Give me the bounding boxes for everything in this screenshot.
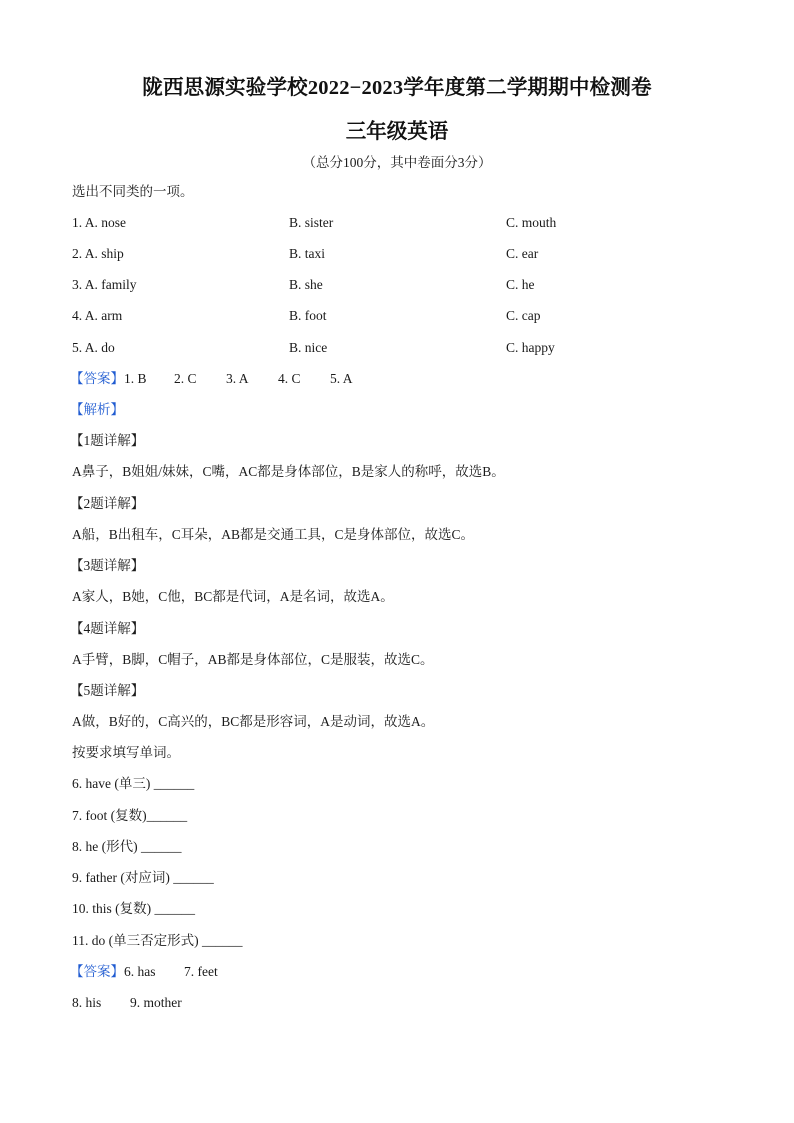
section2-instruction: 按要求填写单词。 <box>72 745 180 760</box>
detail-4-text: A手臂，B脚，C帽子，AB都是身体部位，C是服装，故选C。 <box>72 652 434 667</box>
answer-item: 1. B <box>124 371 147 386</box>
answer-tag: 【答案】 <box>70 964 124 979</box>
answer-item: 5. A <box>330 371 353 386</box>
q4-option-c: C. cap <box>506 308 541 323</box>
q5-option-a: 5. A. do <box>72 340 115 355</box>
q3-option-b: B. she <box>289 277 323 292</box>
q1-option-a: 1. A. nose <box>72 215 126 230</box>
detail-5-heading: 【5题详解】 <box>70 683 145 698</box>
fill-question-8: 8. he (形代) ______ <box>72 839 182 854</box>
detail-2-text: A船，B出租车，C耳朵，AB都是交通工具，C是身体部位，故选C。 <box>72 527 475 542</box>
detail-1-heading: 【1题详解】 <box>70 433 145 448</box>
answer-item: 7. feet <box>184 964 218 979</box>
q3-option-a: 3. A. family <box>72 277 137 292</box>
section2-answers-row1 <box>70 963 218 981</box>
detail-3-text: A家人，B她，C他，BC都是代词，A是名词，故选A。 <box>72 589 394 604</box>
answer-item: 4. C <box>278 371 301 386</box>
detail-5-text: A做，B好的，C高兴的，BC都是形容词，A是动词，故选A。 <box>72 714 435 729</box>
detail-2-heading: 【2题详解】 <box>70 496 145 511</box>
q1-option-c: C. mouth <box>506 215 557 230</box>
q3-option-c: C. he <box>506 277 535 292</box>
detail-1-text: A鼻子，B姐姐/妹妹，C嘴，AC都是身体部位，B是家人的称呼，故选B。 <box>72 464 505 479</box>
fill-question-10: 10. this (复数) ______ <box>72 901 195 916</box>
fill-question-11: 11. do (单三否定形式) ______ <box>72 933 243 948</box>
fill-question-9: 9. father (对应词) ______ <box>72 870 214 885</box>
q5-option-c: C. happy <box>506 340 555 355</box>
section1-answers <box>70 370 353 388</box>
exam-title: 陇西思源实验学校2022−2023学年度第二学期期中检测卷 <box>142 77 652 99</box>
answer-item: 8. his <box>72 995 102 1010</box>
q5-option-b: B. nice <box>289 340 328 355</box>
analysis-tag: 【解析】 <box>70 402 124 417</box>
q2-option-c: C. ear <box>506 246 539 261</box>
detail-3-heading: 【3题详解】 <box>70 558 145 573</box>
answer-tag: 【答案】 <box>70 371 124 386</box>
score-note: （总分100分，其中卷面分3分） <box>302 155 492 170</box>
q2-option-b: B. taxi <box>289 246 325 261</box>
answer-item: 6. has <box>124 964 156 979</box>
q4-option-a: 4. A. arm <box>72 308 123 323</box>
fill-question-6: 6. have (单三) ______ <box>72 776 195 791</box>
answer-item: 9. mother <box>130 995 182 1010</box>
q2-option-a: 2. A. ship <box>72 246 124 261</box>
section1-instruction: 选出不同类的一项。 <box>72 184 194 199</box>
fill-question-7: 7. foot (复数)______ <box>72 808 188 823</box>
section2-answers-row2 <box>72 994 182 1012</box>
answer-item: 3. A <box>226 371 249 386</box>
detail-4-heading: 【4题详解】 <box>70 621 145 636</box>
q1-option-b: B. sister <box>289 215 334 230</box>
q4-option-b: B. foot <box>289 308 327 323</box>
answer-item: 2. C <box>174 371 197 386</box>
exam-subtitle: 三年级英语 <box>345 121 449 143</box>
